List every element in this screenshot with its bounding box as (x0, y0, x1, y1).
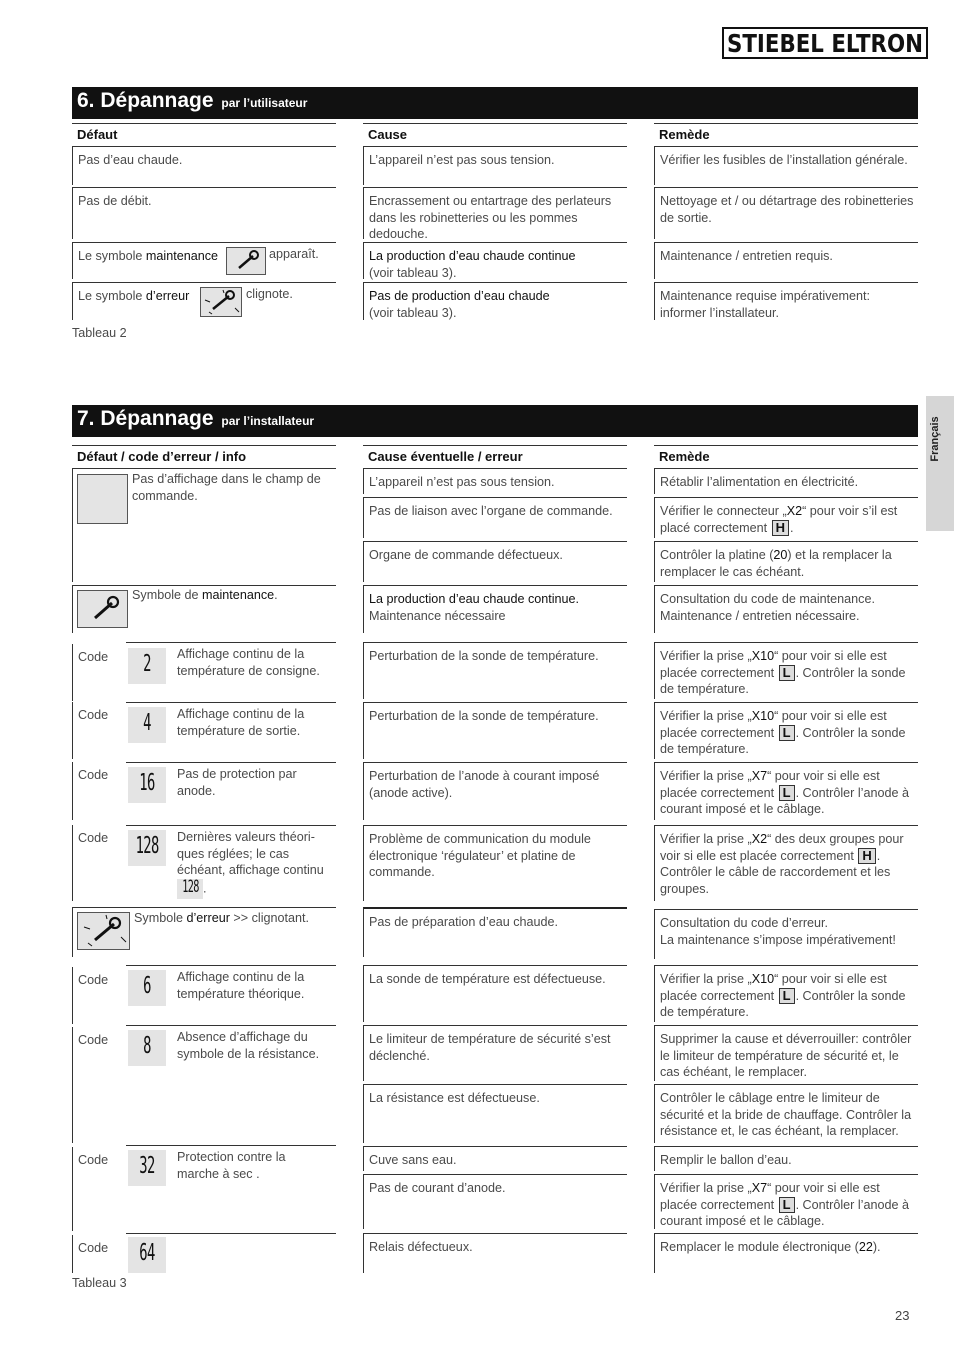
section-7-number: 7. (77, 407, 95, 430)
brand-text: STIEBEL ELTRON (727, 29, 923, 58)
t2-r2-cause: Encrassement ou entartrage des perlateurs dans les robinetteries ou les pommes dedouche. (363, 187, 627, 239)
t3-e-cause: Pas de préparation d’eau chaude. (363, 907, 627, 957)
t2-r3-remede: Maintenance / entretien requis. (654, 242, 918, 279)
t3-c4-remede: Vérifier la prise „X10“ pour voir si elle est placée correctement L . Contrôler la sonde de température. (654, 702, 918, 759)
t3-a3-cause: Organe de commande défectueux. (363, 541, 627, 582)
t3-e-remede: Consultation du code d’erreur. La maintenance s’impose impérativement! (654, 909, 918, 959)
t3-c2-cause: Perturbation de la sonde de température. (363, 642, 627, 699)
t3-c32-desc: Protection contre la marche à sec . (177, 1150, 286, 1181)
t3-c16-desc: Pas de protection par anode. (177, 767, 297, 798)
t3-c128-defaut: Code (72, 825, 336, 901)
t3-c8-desc: Absence d’affichage du symbole de la résistance. (177, 1030, 320, 1061)
page-number: 23 (895, 1308, 910, 1323)
section-6-subtitle: par l’utilisateur (221, 96, 308, 110)
t3-c128-remede: Vérifier la prise „X2“ des deux groupes pour voir si elle est placée correctement H . Contrôler le câble de raccordement et les groupes. (654, 825, 918, 901)
t3-c2-defaut: Code (72, 644, 336, 701)
t3-c128-desc: Dernières valeurs théori-ques réglées; le cas échéant, affichage continu 128 . (177, 830, 324, 897)
error-wrench-icon-2 (77, 912, 130, 950)
t3-b-remede: Consultation du code de maintenance. Maintenance / entretien nécessaire. (654, 585, 918, 633)
t3-c64-remede: Remplacer le module électronique (22). (654, 1233, 918, 1273)
t2-r1-defaut: Pas d’eau chaude. (72, 147, 336, 185)
t3-b-defaut-text: Symbole de maintenance. (132, 588, 278, 602)
t2-r2-defaut: Pas de débit. (72, 187, 336, 239)
t3-c4-desc: Affichage continu de la température de sortie. (177, 707, 305, 738)
code-display-4: 4 (128, 707, 166, 743)
t3-c6-cause: La sonde de température est défectueuse. (363, 965, 627, 1022)
t3-c8-cause-1: Le limiteur de température de sécurité s’est déclenché. (363, 1025, 627, 1081)
blank-display-icon (77, 474, 128, 524)
t2-r2-remede: Nettoyage et / ou détartrage des robinetteries de sortie. (654, 187, 918, 239)
table-3-caption: Tableau 3 (72, 1276, 127, 1290)
t3-c64-cause: Relais défectueux. (363, 1233, 627, 1273)
col-header-remede: Remède (654, 123, 918, 147)
col-header-defaut: Défaut (72, 123, 336, 147)
t3-b-cause: La production d’eau chaude continue. Maintenance nécessaire (363, 585, 627, 633)
section-6-number: 6. (77, 89, 95, 112)
t3-c16-defaut: Code (72, 762, 336, 820)
section-6-header (72, 87, 918, 119)
code-display-6: 6 (128, 970, 166, 1006)
t2-r3-defaut-end: apparaît. (269, 247, 319, 261)
t3-c32-remede-1: Remplir le ballon d’eau. (654, 1146, 918, 1171)
section-7-title: Dépannage (100, 407, 214, 430)
code-display-8: 8 (128, 1030, 166, 1066)
t3-a3-remede: Contrôler la platine (20) et la remplacer la remplacer le cas échéant. (654, 541, 918, 582)
t3-e-defaut-text: Symbole d’erreur >> clignotant. (134, 911, 310, 925)
table-2-caption: Tableau 2 (72, 326, 127, 340)
t3-c2-desc: Affichage continu de la température de consigne. (177, 647, 320, 678)
col-header-cause: Cause (363, 123, 627, 147)
t3-a-defaut-text: Pas d’affichage dans le champ de commande. (132, 472, 321, 503)
t3-c4-cause: Perturbation de la sonde de température. (363, 702, 627, 759)
language-tab-label: Français (929, 416, 941, 462)
t3-c32-cause-1: Cuve sans eau. (363, 1146, 627, 1171)
t3-c32-cause-2: Pas de courant d’anode. (363, 1174, 627, 1229)
t3-c6-defaut: Code (72, 967, 336, 1024)
t3-c64-defaut: Code (72, 1235, 336, 1273)
language-tab (926, 396, 954, 531)
t2-r3-cause: La production d’eau chaude continue (voir tableau 3). (363, 242, 627, 279)
t3-c8-remede-2: Contrôler le câblage entre le limiteur de sécurité et la bride de chauffage. Contrôler la résistance et, le cas échéant, la remplacer. (654, 1084, 918, 1143)
connector-h-box: H (772, 520, 789, 536)
t2-r1-cause: L’appareil n’est pas sous tension. (363, 147, 627, 185)
col-header-defaut-code: Défaut / code d’erreur / info (72, 445, 336, 469)
t3-c128-cause: Problème de communication du module électronique ‘régulateur’ et platine de commande. (363, 825, 627, 901)
t3-a1-cause: L’appareil n’est pas sous tension. (363, 469, 627, 494)
t3-c6-desc: Affichage continu de la température théorique. (177, 970, 305, 1001)
stiebel-eltron-logo (722, 27, 928, 59)
t3-a2-cause: Pas de liaison avec l’organe de commande. (363, 497, 627, 538)
section-6-title: Dépannage (100, 89, 214, 112)
t2-r4-defaut-end: clignote. (246, 287, 293, 301)
t2-r1-remede: Vérifier les fusibles de l’installation générale. (654, 147, 918, 185)
inline-display-128: 128 (177, 879, 203, 899)
code-display-2: 2 (128, 648, 166, 684)
code-display-32: 32 (128, 1150, 166, 1186)
t3-a1-remede: Rétablir l’alimentation en électricité. (654, 469, 918, 494)
t2-r4-cause: Pas de production d’eau chaude (voir tableau 3). (363, 282, 627, 320)
t3-c32-defaut: Code (72, 1147, 336, 1231)
t3-c6-remede: Vérifier la prise „X10“ pour voir si elle est placée correctement L . Contrôler la sonde de température. (654, 965, 918, 1022)
t3-c8-defaut: Code (72, 1027, 336, 1143)
wrench-icon (226, 247, 266, 275)
t2-r4-remede: Maintenance requise impérativement: informer l’installateur. (654, 282, 918, 320)
t3-c16-remede: Vérifier la prise „X7“ pour voir si elle est placée correctement L . Contrôler l’anode à courant imposé et le câblage. (654, 762, 918, 820)
col-header-cause-erreur: Cause éventuelle / erreur (363, 445, 627, 469)
t2-r4-defaut: Le symbole d’erreur (72, 282, 336, 320)
code-display-64: 64 (128, 1237, 166, 1273)
t3-c32-remede-2: Vérifier la prise „X7“ pour voir si elle est placée correctement L . Contrôler l’anode à courant imposé et le câblage. (654, 1174, 918, 1229)
code-display-16: 16 (128, 767, 166, 803)
t3-c16-cause: Perturbation de l’anode à courant imposé (anode active). (363, 762, 627, 820)
t2-r3-defaut: Le symbole maintenance (72, 242, 336, 279)
error-wrench-icon (200, 287, 242, 317)
section-7-subtitle: par l’installateur (221, 414, 315, 428)
t3-a2-remede: Vérifier le connecteur „X2“ pour voir s’il est placé correctement H . (654, 497, 918, 538)
section-7-header (72, 405, 918, 437)
wrench-icon-2 (77, 590, 128, 628)
col-header-remede-2: Remède (654, 445, 918, 469)
code-display-128: 128 (128, 830, 166, 866)
t3-c4-defaut: Code (72, 702, 336, 759)
t3-c8-remede-1: Supprimer la cause et déverrouiller: contrôler le limiteur de température de sécurité et, le cas échéant, le remplacer. (654, 1025, 918, 1081)
t3-c2-remede: Vérifier la prise „X10“ pour voir si elle est placée correctement L . Contrôler la sonde de température. (654, 642, 918, 699)
t3-c8-cause-2: La résistance est défectueuse. (363, 1084, 627, 1143)
